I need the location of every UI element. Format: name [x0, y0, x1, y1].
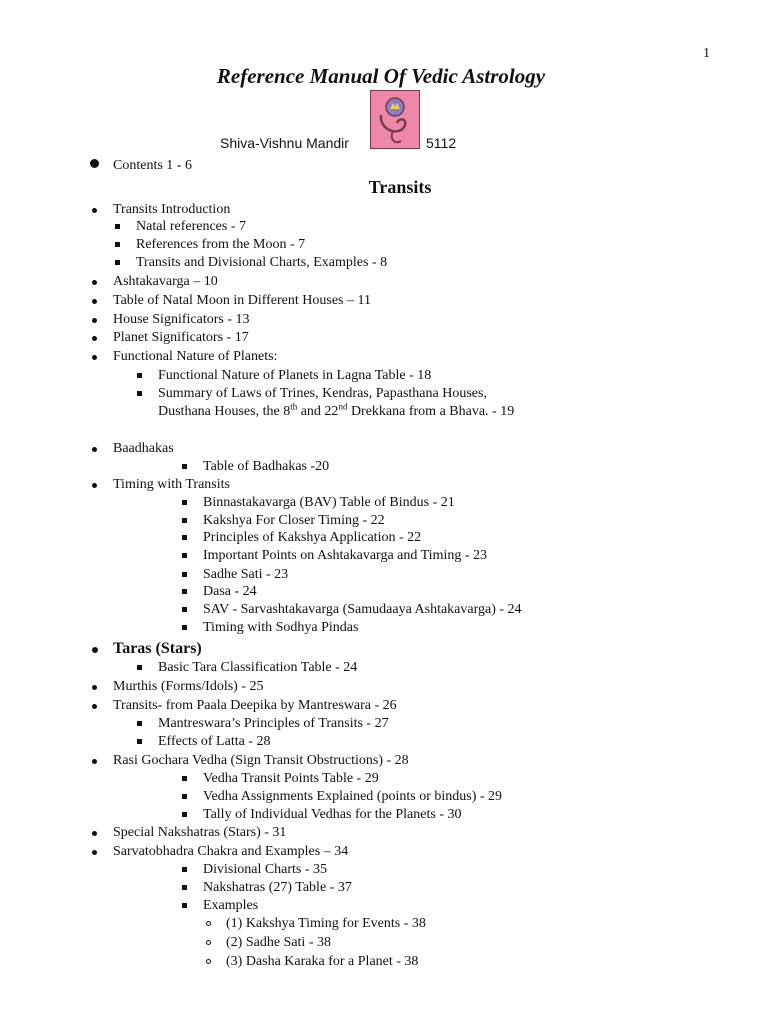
contents-text: Contents 1 - 6: [113, 158, 192, 173]
toc-subsubitem: (3) Dasha Karaka for a Planet - 38: [226, 954, 419, 969]
toc-subsubitem: (2) Sadhe Sati - 38: [226, 935, 331, 950]
toc-item: Ashtakavarga – 10: [113, 274, 218, 289]
toc-subitem: Tally of Individual Vedhas for the Planets - 30: [203, 807, 462, 822]
toc-item: Special Nakshatras (Stars) - 31: [113, 825, 287, 840]
toc-subitem-continuation: Dusthana Houses, the 8th and 22nd Drekkana from a Bhava. - 19: [158, 401, 515, 419]
document-title: Reference Manual Of Vedic Astrology: [216, 64, 546, 88]
toc-subitem: Transits and Divisional Charts, Examples - 8: [136, 255, 388, 270]
toc-subitem: Functional Nature of Planets in Lagna Table - 18: [158, 368, 432, 383]
toc-item-heading: Taras (Stars): [113, 640, 202, 657]
toc-item: Table of Natal Moon in Different Houses – 11: [113, 293, 371, 308]
organization-code: 5112: [426, 135, 457, 151]
toc-item: Rasi Gochara Vedha (Sign Transit Obstructions) - 28: [113, 753, 409, 768]
toc-item: Timing with Transits: [113, 477, 230, 492]
toc-subitem: Binnastakavarga (BAV) Table of Bindus - 21: [203, 495, 455, 510]
toc-item: Transits Introduction: [113, 202, 231, 217]
toc-item: Functional Nature of Planets:: [113, 349, 278, 364]
toc-subitem: Kakshya For Closer Timing - 22: [203, 513, 385, 528]
toc-item: Planet Significators - 17: [113, 330, 249, 345]
toc-subitem: Mantreswara’s Principles of Transits - 27: [158, 716, 389, 731]
toc-subitem: References from the Moon - 7: [136, 237, 306, 252]
bullet-icon: [90, 159, 99, 168]
toc-item: House Significators - 13: [113, 312, 250, 327]
toc-subitem: Vedha Assignments Explained (points or bindus) - 29: [203, 789, 503, 804]
section-heading: Transits: [368, 177, 432, 197]
toc-item: Transits- from Paala Deepika by Mantreswara - 26: [113, 698, 397, 713]
toc-item: Baadhakas: [113, 441, 174, 456]
toc-subitem: Summary of Laws of Trines, Kendras, Papasthana Houses,: [158, 386, 487, 401]
toc-subitem: Sadhe Sati - 23: [203, 567, 289, 582]
page-number: 1: [703, 46, 710, 61]
toc-item: Murthis (Forms/Idols) - 25: [113, 679, 264, 694]
toc-subitem: Timing with Sodhya Pindas: [203, 620, 359, 635]
toc-subitem: Important Points on Ashtakavarga and Timing - 23: [203, 548, 488, 563]
toc-item: Sarvatobhadra Chakra and Examples – 34: [113, 844, 349, 859]
toc-subitem: Effects of Latta - 28: [158, 734, 271, 749]
organization-name: Shiva-Vishnu Mandir: [220, 135, 349, 151]
toc-subitem: Examples: [203, 898, 259, 913]
toc-subitem: Table of Badhakas -20: [203, 459, 330, 474]
toc-subitem: Natal references - 7: [136, 219, 246, 234]
toc-subitem: Vedha Transit Points Table - 29: [203, 771, 379, 786]
toc-subitem: Principles of Kakshya Application - 22: [203, 530, 422, 545]
toc-subsubitem: (1) Kakshya Timing for Events - 38: [226, 916, 426, 931]
toc-subitem: Nakshatras (27) Table - 37: [203, 880, 352, 895]
contents-line: [90, 158, 192, 174]
temple-logo-icon: [370, 90, 420, 149]
toc-subitem: SAV - Sarvashtakavarga (Samudaaya Ashtakavarga) - 24: [203, 602, 522, 617]
toc-subitem: Basic Tara Classification Table - 24: [158, 660, 358, 675]
toc-subitem: Divisional Charts - 35: [203, 862, 328, 877]
toc-subitem: Dasa - 24: [203, 584, 257, 599]
